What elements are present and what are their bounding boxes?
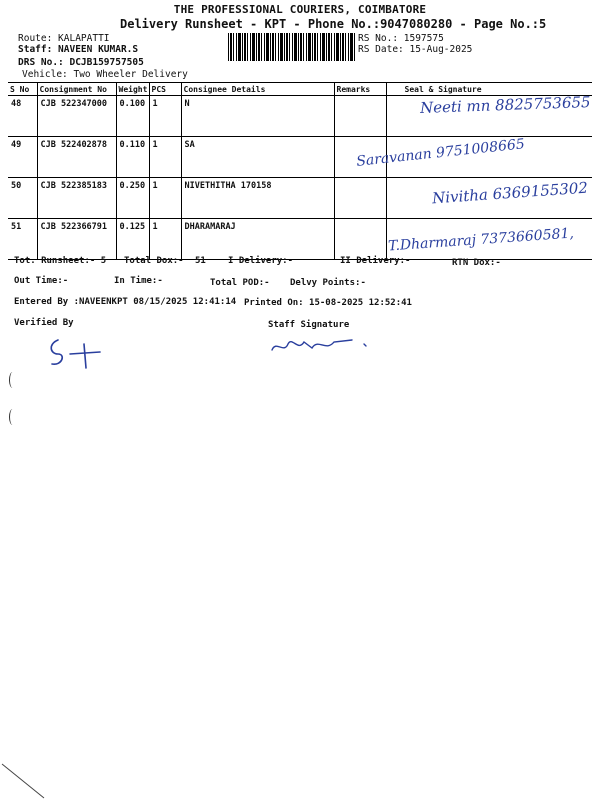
- cell-pcs: 1: [149, 178, 181, 219]
- cell-consignee: SA: [181, 137, 334, 178]
- handwritten-signature-row-48: Neeti mn 8825753655: [419, 93, 591, 117]
- cell-consignment: CJB 522366791: [37, 219, 116, 260]
- rs-date: RS Date: 15-Aug-2025: [358, 44, 473, 55]
- col-pcs: PCS: [149, 83, 181, 96]
- verifier-signature-mark: [44, 332, 114, 372]
- tot-runsheet: Tot. Runsheet:- 5: [14, 256, 107, 266]
- staff-name: Staff: NAVEEN KUMAR.S: [18, 44, 139, 55]
- cell-weight: 0.110: [116, 137, 149, 178]
- rs-number: RS No.: 1597575: [358, 33, 444, 44]
- cell-consignment: CJB 522347000: [37, 96, 116, 137]
- cell-consignment: CJB 522385183: [37, 178, 116, 219]
- table-header: [8, 83, 592, 96]
- cell-remarks: [334, 219, 386, 260]
- col-sno: S No: [8, 83, 37, 96]
- col-consignee: Consignee Details: [181, 83, 334, 96]
- staff-signature-label: Staff Signature: [268, 320, 350, 330]
- ii-delivery: II Delivery:-: [340, 256, 411, 266]
- cell-weight: 0.100: [116, 96, 149, 137]
- total-pod: Total POD:-: [210, 278, 270, 288]
- cell-weight: 0.250: [116, 178, 149, 219]
- col-weight: Weight: [116, 83, 149, 96]
- col-consignment: Consignment No: [37, 83, 116, 96]
- runsheet-subtitle: Delivery Runsheet - KPT - Phone No.:9047080280 - Page No.:5: [120, 17, 547, 31]
- cell-pcs: 1: [149, 219, 181, 260]
- vehicle: Vehicle: Two Wheeler Delivery: [22, 69, 188, 80]
- handwritten-signature-row-50: Nivitha 6369155302: [431, 178, 589, 208]
- i-delivery: I Delivery:-: [228, 256, 294, 266]
- delvy-points: Delvy Points:-: [290, 278, 366, 288]
- scan-mark: [9, 409, 16, 425]
- cell-consignment: CJB 522402878: [37, 137, 116, 178]
- cell-sno: 51: [8, 219, 37, 260]
- cell-weight: 0.125: [116, 219, 149, 260]
- handwritten-signature-row-49: Saravanan 9751008665: [355, 136, 526, 170]
- drs-number: DRS No.: DCJB159757505: [18, 57, 144, 68]
- staff-signature-mark: [268, 330, 378, 360]
- cell-sno: 49: [8, 137, 37, 178]
- cell-pcs: 1: [149, 96, 181, 137]
- company-title: THE PROFESSIONAL COURIERS, COIMBATORE: [173, 3, 427, 16]
- handwritten-signature-row-51: T.Dharmaraj 7373660581,: [387, 225, 575, 255]
- barcode: [228, 33, 356, 61]
- cell-consignee: N: [181, 96, 334, 137]
- verified-by: Verified By: [14, 318, 74, 328]
- rtn-dox: RTN Dox:-: [452, 258, 501, 268]
- cell-pcs: 1: [149, 137, 181, 178]
- cell-remarks: [334, 96, 386, 137]
- total-dox-label: Total Dox:-: [124, 256, 184, 266]
- col-signature: Seal & Signature: [386, 83, 592, 96]
- cell-consignee: NIVETHITHA 170158: [181, 178, 334, 219]
- scan-edge-line: [0, 760, 60, 800]
- total-dox-value: 51: [195, 256, 206, 266]
- scan-mark: [9, 372, 16, 388]
- out-time: Out Time:-: [14, 276, 69, 286]
- cell-sno: 50: [8, 178, 37, 219]
- col-remarks: Remarks: [334, 83, 386, 96]
- cell-sno: 48: [8, 96, 37, 137]
- route: Route: KALAPATTI: [18, 33, 110, 44]
- in-time: In Time:-: [114, 276, 163, 286]
- printed-on: Printed On: 15-08-2025 12:52:41: [244, 298, 412, 308]
- cell-remarks: [334, 178, 386, 219]
- cell-consignee: DHARAMARAJ: [181, 219, 334, 260]
- entered-by: Entered By :NAVEENKPT 08/15/2025 12:41:14: [14, 297, 237, 307]
